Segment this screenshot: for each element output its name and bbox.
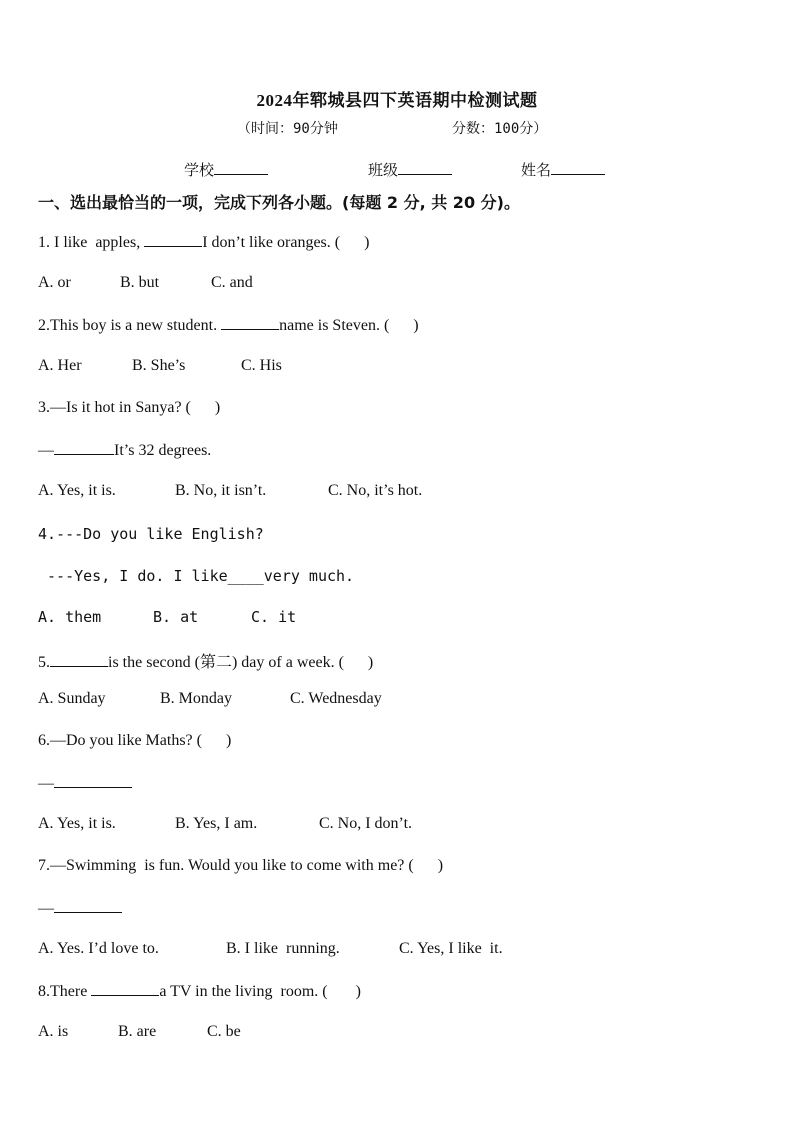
q6-blank[interactable] (54, 774, 132, 788)
school-field (184, 159, 268, 180)
class-field (368, 159, 452, 180)
q6-option-b[interactable]: B. Yes, I am. (175, 815, 258, 832)
q7-dash: — (38, 900, 54, 917)
q5-option-a[interactable]: A. Sunday (38, 690, 106, 707)
question-1 (38, 233, 369, 252)
q6-dash: — (38, 775, 54, 792)
q4-option-c[interactable]: C. it (251, 608, 297, 626)
q2-blank[interactable] (221, 316, 279, 330)
q8-option-c[interactable]: C. be (207, 1023, 241, 1040)
school-label: 学校 (184, 161, 215, 179)
score-info: 分数：100分） (452, 121, 548, 137)
q3-text-post: It’s 32 degrees. (114, 442, 212, 459)
q4-option-b[interactable]: B. at (153, 608, 199, 626)
question-4: 4.---Do you like English? (38, 525, 264, 543)
q5-option-c[interactable]: C. Wednesday (290, 690, 382, 707)
q7-blank[interactable] (54, 899, 122, 913)
name-blank[interactable] (551, 160, 605, 175)
q7-option-b[interactable]: B. I like running. (226, 940, 340, 957)
time-info: （时间：90分钟 (237, 121, 338, 137)
question-3: 3.—Is it hot in Sanya? ( ) (38, 399, 221, 416)
q2-text-pre: 2.This boy is a new student. (38, 317, 222, 334)
q2-option-c[interactable]: C. His (241, 357, 282, 374)
q5-text-post: is the second (第二) day of a week. ( ) (108, 654, 374, 671)
question-6: 6.—Do you like Maths? ( ) (38, 732, 232, 749)
q5-text-pre: 5. (38, 654, 50, 671)
q3-option-c[interactable]: C. No, it’s hot. (328, 482, 423, 499)
q6-option-c[interactable]: C. No, I don’t. (319, 815, 413, 832)
q3-option-b[interactable]: B. No, it isn’t. (175, 482, 267, 499)
name-field (521, 159, 605, 180)
q1-option-b[interactable]: B. but (120, 274, 160, 291)
q6-option-a[interactable]: A. Yes, it is. (38, 815, 116, 832)
q3-option-a[interactable]: A. Yes, it is. (38, 482, 116, 499)
q8-option-a[interactable]: A. is (38, 1023, 69, 1040)
q7-option-c[interactable]: C. Yes, I like it. (399, 940, 503, 957)
question-2-options (38, 357, 282, 375)
q4-option-a[interactable]: A. them (38, 608, 102, 626)
name-label: 姓名 (521, 161, 552, 179)
question-8-options (38, 1023, 241, 1041)
question-6-options (38, 815, 412, 833)
question-1-options (38, 274, 253, 292)
q8-text-pre: 8.There (38, 983, 92, 1000)
q4-text-post: very much. (263, 567, 355, 585)
question-5 (38, 649, 373, 672)
question-8 (38, 982, 361, 1001)
q3-blank[interactable] (54, 441, 114, 455)
school-blank[interactable] (214, 160, 268, 175)
question-4-answer (38, 567, 354, 585)
q8-option-b[interactable]: B. are (118, 1023, 157, 1040)
question-7: 7.—Swimming is fun. Would you like to come with me? ( ) (38, 857, 444, 874)
question-7-options (38, 940, 503, 958)
q7-option-a[interactable]: A. Yes. I’d love to. (38, 940, 159, 957)
question-3-answer (38, 441, 211, 460)
q5-blank[interactable] (50, 653, 108, 667)
q3-dash: — (38, 442, 54, 459)
q2-option-b[interactable]: B. She’s (132, 357, 186, 374)
q1-option-c[interactable]: C. and (211, 274, 253, 291)
question-6-answer (38, 774, 132, 793)
question-4-options (38, 608, 296, 626)
q1-text-post: I don’t like oranges. ( ) (202, 234, 370, 251)
class-blank[interactable] (398, 160, 452, 175)
q8-text-post: a TV in the living room. ( ) (159, 983, 361, 1000)
q4-text-pre: ---Yes, I do. I like (38, 567, 228, 585)
question-3-options (38, 482, 422, 500)
q1-text-pre: 1. I like apples, (38, 234, 145, 251)
question-5-options (38, 690, 382, 708)
q8-blank[interactable] (91, 982, 159, 996)
q2-text-post: name is Steven. ( ) (279, 317, 419, 334)
question-7-answer (38, 899, 122, 918)
q1-option-a[interactable]: A. or (38, 274, 71, 291)
q2-option-a[interactable]: A. Her (38, 357, 82, 374)
q5-option-b[interactable]: B. Monday (160, 690, 232, 707)
page-title: 2024年郓城县四下英语期中检测试题 (256, 91, 538, 110)
question-2 (38, 316, 419, 335)
q4-blank[interactable]: ____ (227, 567, 264, 585)
section-heading: 一、选出最恰当的一项，完成下列各小题。(每题 2 分, 共 20 分)。 (38, 193, 520, 212)
q1-blank[interactable] (144, 233, 202, 247)
class-label: 班级 (368, 161, 399, 179)
